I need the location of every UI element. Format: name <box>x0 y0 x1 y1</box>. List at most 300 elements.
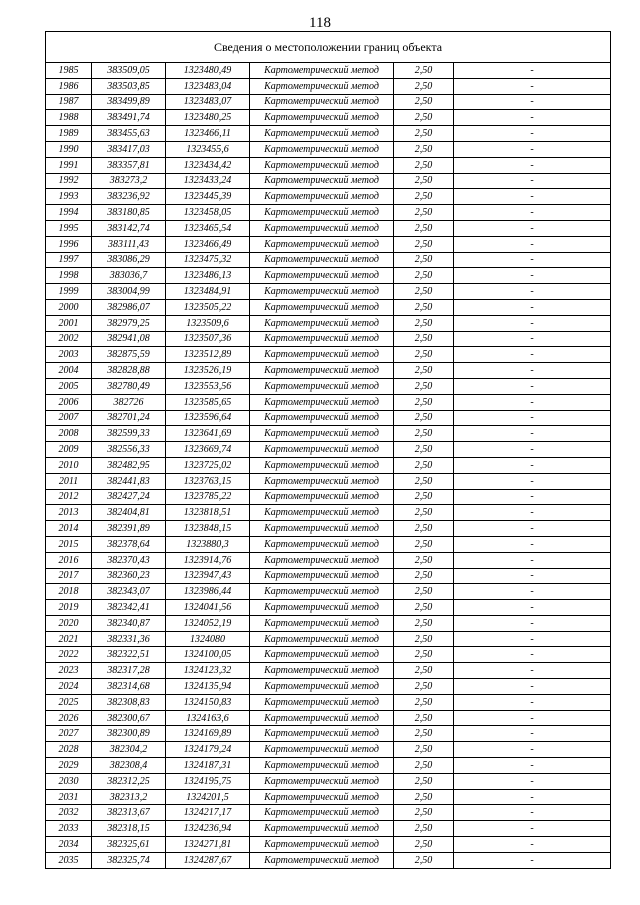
table-row <box>46 363 611 379</box>
description-cell: - <box>454 141 611 157</box>
method-cell: Картометрический метод <box>250 852 394 868</box>
x-coordinate-cell: 383004,99 <box>92 284 166 300</box>
description-cell: - <box>454 284 611 300</box>
accuracy-cell: 2,50 <box>394 457 454 473</box>
accuracy-cell: 2,50 <box>394 331 454 347</box>
accuracy-cell: 2,50 <box>394 378 454 394</box>
x-coordinate-cell: 382404,81 <box>92 505 166 521</box>
method-cell: Картометрический метод <box>250 426 394 442</box>
description-cell: - <box>454 789 611 805</box>
point-number-cell: 2030 <box>46 773 92 789</box>
description-cell: - <box>454 679 611 695</box>
method-cell: Картометрический метод <box>250 536 394 552</box>
table-title: Сведения о местоположении границ объекта <box>46 32 611 63</box>
x-coordinate-cell: 383417,03 <box>92 141 166 157</box>
description-cell: - <box>454 568 611 584</box>
method-cell: Картометрический метод <box>250 173 394 189</box>
method-cell: Картометрический метод <box>250 742 394 758</box>
accuracy-cell: 2,50 <box>394 521 454 537</box>
method-cell: Картометрический метод <box>250 821 394 837</box>
y-coordinate-cell: 1323480,25 <box>166 110 250 126</box>
y-coordinate-cell: 1323505,22 <box>166 299 250 315</box>
y-coordinate-cell: 1323507,36 <box>166 331 250 347</box>
x-coordinate-cell: 382360,23 <box>92 568 166 584</box>
description-cell: - <box>454 726 611 742</box>
point-number-cell: 2029 <box>46 758 92 774</box>
point-number-cell: 2016 <box>46 552 92 568</box>
method-cell: Картометрический метод <box>250 94 394 110</box>
accuracy-cell: 2,50 <box>394 837 454 853</box>
description-cell: - <box>454 505 611 521</box>
point-number-cell: 2021 <box>46 631 92 647</box>
method-cell: Картометрический метод <box>250 679 394 695</box>
point-number-cell: 2028 <box>46 742 92 758</box>
y-coordinate-cell: 1323848,15 <box>166 521 250 537</box>
point-number-cell: 2001 <box>46 315 92 331</box>
table-row <box>46 252 611 268</box>
y-coordinate-cell: 1323914,76 <box>166 552 250 568</box>
accuracy-cell: 2,50 <box>394 647 454 663</box>
description-cell: - <box>454 205 611 221</box>
point-number-cell: 1999 <box>46 284 92 300</box>
method-cell: Картометрический метод <box>250 220 394 236</box>
point-number-cell: 1987 <box>46 94 92 110</box>
method-cell: Картометрический метод <box>250 442 394 458</box>
x-coordinate-cell: 382986,07 <box>92 299 166 315</box>
accuracy-cell: 2,50 <box>394 94 454 110</box>
description-cell: - <box>454 852 611 868</box>
table-row <box>46 552 611 568</box>
point-number-cell: 2033 <box>46 821 92 837</box>
y-coordinate-cell: 1323641,69 <box>166 426 250 442</box>
description-cell: - <box>454 758 611 774</box>
y-coordinate-cell: 1323880,3 <box>166 536 250 552</box>
method-cell: Картометрический метод <box>250 315 394 331</box>
x-coordinate-cell: 382828,88 <box>92 363 166 379</box>
y-coordinate-cell: 1323986,44 <box>166 584 250 600</box>
table-row <box>46 173 611 189</box>
description-cell: - <box>454 78 611 94</box>
y-coordinate-cell: 1324271,81 <box>166 837 250 853</box>
y-coordinate-cell: 1323445,39 <box>166 189 250 205</box>
description-cell: - <box>454 742 611 758</box>
accuracy-cell: 2,50 <box>394 268 454 284</box>
table-row <box>46 489 611 505</box>
point-number-cell: 2011 <box>46 473 92 489</box>
y-coordinate-cell: 1323433,24 <box>166 173 250 189</box>
point-number-cell: 1989 <box>46 126 92 142</box>
table-row <box>46 473 611 489</box>
point-number-cell: 1993 <box>46 189 92 205</box>
method-cell: Картометрический метод <box>250 299 394 315</box>
x-coordinate-cell: 382308,4 <box>92 758 166 774</box>
x-coordinate-cell: 382427,24 <box>92 489 166 505</box>
description-cell: - <box>454 821 611 837</box>
point-number-cell: 1994 <box>46 205 92 221</box>
y-coordinate-cell: 1323553,56 <box>166 378 250 394</box>
description-cell: - <box>454 236 611 252</box>
point-number-cell: 2005 <box>46 378 92 394</box>
table-row <box>46 63 611 79</box>
y-coordinate-cell: 1323596,64 <box>166 410 250 426</box>
description-cell: - <box>454 299 611 315</box>
method-cell: Картометрический метод <box>250 410 394 426</box>
table-row <box>46 710 611 726</box>
table-row <box>46 584 611 600</box>
point-number-cell: 2009 <box>46 442 92 458</box>
y-coordinate-cell: 1323465,54 <box>166 220 250 236</box>
accuracy-cell: 2,50 <box>394 442 454 458</box>
y-coordinate-cell: 1324236,94 <box>166 821 250 837</box>
table-row <box>46 394 611 410</box>
y-coordinate-cell: 1323475,32 <box>166 252 250 268</box>
y-coordinate-cell: 1323585,65 <box>166 394 250 410</box>
accuracy-cell: 2,50 <box>394 505 454 521</box>
method-cell: Картометрический метод <box>250 773 394 789</box>
point-number-cell: 2034 <box>46 837 92 853</box>
accuracy-cell: 2,50 <box>394 394 454 410</box>
point-number-cell: 1997 <box>46 252 92 268</box>
table-row <box>46 315 611 331</box>
y-coordinate-cell: 1324123,32 <box>166 663 250 679</box>
method-cell: Картометрический метод <box>250 473 394 489</box>
x-coordinate-cell: 382308,83 <box>92 694 166 710</box>
table-row <box>46 789 611 805</box>
y-coordinate-cell: 1324163,6 <box>166 710 250 726</box>
y-coordinate-cell: 1323509,6 <box>166 315 250 331</box>
method-cell: Картометрический метод <box>250 347 394 363</box>
point-number-cell: 1991 <box>46 157 92 173</box>
x-coordinate-cell: 382325,74 <box>92 852 166 868</box>
table-row <box>46 568 611 584</box>
x-coordinate-cell: 382875,59 <box>92 347 166 363</box>
method-cell: Картометрический метод <box>250 489 394 505</box>
table-body <box>46 63 611 869</box>
method-cell: Картометрический метод <box>250 331 394 347</box>
accuracy-cell: 2,50 <box>394 694 454 710</box>
table-row <box>46 205 611 221</box>
x-coordinate-cell: 382312,25 <box>92 773 166 789</box>
y-coordinate-cell: 1323669,74 <box>166 442 250 458</box>
description-cell: - <box>454 426 611 442</box>
x-coordinate-cell: 382313,67 <box>92 805 166 821</box>
y-coordinate-cell: 1323434,42 <box>166 157 250 173</box>
point-number-cell: 2024 <box>46 679 92 695</box>
description-cell: - <box>454 536 611 552</box>
method-cell: Картометрический метод <box>250 189 394 205</box>
point-number-cell: 1998 <box>46 268 92 284</box>
accuracy-cell: 2,50 <box>394 189 454 205</box>
x-coordinate-cell: 382941,08 <box>92 331 166 347</box>
x-coordinate-cell: 382780,49 <box>92 378 166 394</box>
x-coordinate-cell: 382556,33 <box>92 442 166 458</box>
point-number-cell: 2012 <box>46 489 92 505</box>
description-cell: - <box>454 331 611 347</box>
table-row <box>46 331 611 347</box>
y-coordinate-cell: 1324201,5 <box>166 789 250 805</box>
point-number-cell: 1986 <box>46 78 92 94</box>
y-coordinate-cell: 1324179,24 <box>166 742 250 758</box>
point-number-cell: 2007 <box>46 410 92 426</box>
point-number-cell: 2000 <box>46 299 92 315</box>
x-coordinate-cell: 382304,2 <box>92 742 166 758</box>
table-row <box>46 679 611 695</box>
accuracy-cell: 2,50 <box>394 299 454 315</box>
point-number-cell: 2025 <box>46 694 92 710</box>
x-coordinate-cell: 383236,92 <box>92 189 166 205</box>
method-cell: Картометрический метод <box>250 252 394 268</box>
accuracy-cell: 2,50 <box>394 663 454 679</box>
method-cell: Картометрический метод <box>250 647 394 663</box>
accuracy-cell: 2,50 <box>394 173 454 189</box>
point-number-cell: 2019 <box>46 600 92 616</box>
table-row <box>46 189 611 205</box>
point-number-cell: 2032 <box>46 805 92 821</box>
y-coordinate-cell: 1324187,31 <box>166 758 250 774</box>
description-cell: - <box>454 394 611 410</box>
accuracy-cell: 2,50 <box>394 220 454 236</box>
point-number-cell: 1988 <box>46 110 92 126</box>
description-cell: - <box>454 805 611 821</box>
point-number-cell: 2027 <box>46 726 92 742</box>
y-coordinate-cell: 1323455,6 <box>166 141 250 157</box>
description-cell: - <box>454 63 611 79</box>
x-coordinate-cell: 383491,74 <box>92 110 166 126</box>
table-row <box>46 268 611 284</box>
table-row <box>46 378 611 394</box>
x-coordinate-cell: 383273,2 <box>92 173 166 189</box>
x-coordinate-cell: 382726 <box>92 394 166 410</box>
table-header-row <box>46 32 611 63</box>
accuracy-cell: 2,50 <box>394 126 454 142</box>
accuracy-cell: 2,50 <box>394 631 454 647</box>
description-cell: - <box>454 521 611 537</box>
accuracy-cell: 2,50 <box>394 710 454 726</box>
x-coordinate-cell: 383357,81 <box>92 157 166 173</box>
y-coordinate-cell: 1323785,22 <box>166 489 250 505</box>
method-cell: Картометрический метод <box>250 394 394 410</box>
description-cell: - <box>454 600 611 616</box>
accuracy-cell: 2,50 <box>394 205 454 221</box>
x-coordinate-cell: 382340,87 <box>92 615 166 631</box>
y-coordinate-cell: 1323725,02 <box>166 457 250 473</box>
method-cell: Картометрический метод <box>250 805 394 821</box>
table-row <box>46 694 611 710</box>
point-number-cell: 2035 <box>46 852 92 868</box>
point-number-cell: 2023 <box>46 663 92 679</box>
table-row <box>46 457 611 473</box>
table-row <box>46 615 611 631</box>
method-cell: Картометрический метод <box>250 78 394 94</box>
method-cell: Картометрический метод <box>250 837 394 853</box>
description-cell: - <box>454 189 611 205</box>
accuracy-cell: 2,50 <box>394 410 454 426</box>
accuracy-cell: 2,50 <box>394 236 454 252</box>
description-cell: - <box>454 410 611 426</box>
description-cell: - <box>454 315 611 331</box>
table-row <box>46 805 611 821</box>
method-cell: Картометрический метод <box>250 600 394 616</box>
method-cell: Картометрический метод <box>250 63 394 79</box>
x-coordinate-cell: 382322,51 <box>92 647 166 663</box>
method-cell: Картометрический метод <box>250 552 394 568</box>
x-coordinate-cell: 382370,43 <box>92 552 166 568</box>
description-cell: - <box>454 126 611 142</box>
description-cell: - <box>454 268 611 284</box>
accuracy-cell: 2,50 <box>394 536 454 552</box>
point-number-cell: 1996 <box>46 236 92 252</box>
description-cell: - <box>454 457 611 473</box>
x-coordinate-cell: 383503,85 <box>92 78 166 94</box>
accuracy-cell: 2,50 <box>394 78 454 94</box>
table-row <box>46 157 611 173</box>
description-cell: - <box>454 663 611 679</box>
y-coordinate-cell: 1323818,51 <box>166 505 250 521</box>
table-row <box>46 220 611 236</box>
method-cell: Картометрический метод <box>250 521 394 537</box>
method-cell: Картометрический метод <box>250 363 394 379</box>
method-cell: Картометрический метод <box>250 789 394 805</box>
method-cell: Картометрический метод <box>250 268 394 284</box>
description-cell: - <box>454 363 611 379</box>
accuracy-cell: 2,50 <box>394 568 454 584</box>
description-cell: - <box>454 837 611 853</box>
description-cell: - <box>454 489 611 505</box>
x-coordinate-cell: 382482,95 <box>92 457 166 473</box>
method-cell: Картометрический метод <box>250 205 394 221</box>
x-coordinate-cell: 382342,41 <box>92 600 166 616</box>
accuracy-cell: 2,50 <box>394 252 454 268</box>
y-coordinate-cell: 1324100,05 <box>166 647 250 663</box>
x-coordinate-cell: 382317,28 <box>92 663 166 679</box>
description-cell: - <box>454 442 611 458</box>
y-coordinate-cell: 1323512,89 <box>166 347 250 363</box>
accuracy-cell: 2,50 <box>394 615 454 631</box>
method-cell: Картометрический метод <box>250 694 394 710</box>
description-cell: - <box>454 378 611 394</box>
point-number-cell: 2010 <box>46 457 92 473</box>
description-cell: - <box>454 615 611 631</box>
point-number-cell: 2003 <box>46 347 92 363</box>
x-coordinate-cell: 382391,89 <box>92 521 166 537</box>
method-cell: Картометрический метод <box>250 758 394 774</box>
accuracy-cell: 2,50 <box>394 773 454 789</box>
y-coordinate-cell: 1323480,49 <box>166 63 250 79</box>
x-coordinate-cell: 382318,15 <box>92 821 166 837</box>
description-cell: - <box>454 473 611 489</box>
description-cell: - <box>454 647 611 663</box>
point-number-cell: 2018 <box>46 584 92 600</box>
y-coordinate-cell: 1323947,43 <box>166 568 250 584</box>
x-coordinate-cell: 382599,33 <box>92 426 166 442</box>
point-number-cell: 2013 <box>46 505 92 521</box>
table-row <box>46 773 611 789</box>
description-cell: - <box>454 552 611 568</box>
x-coordinate-cell: 382300,89 <box>92 726 166 742</box>
method-cell: Картометрический метод <box>250 378 394 394</box>
table-row <box>46 236 611 252</box>
description-cell: - <box>454 173 611 189</box>
x-coordinate-cell: 383499,89 <box>92 94 166 110</box>
x-coordinate-cell: 382378,64 <box>92 536 166 552</box>
y-coordinate-cell: 1323483,04 <box>166 78 250 94</box>
description-cell: - <box>454 220 611 236</box>
y-coordinate-cell: 1323484,91 <box>166 284 250 300</box>
x-coordinate-cell: 382314,68 <box>92 679 166 695</box>
table-row <box>46 521 611 537</box>
accuracy-cell: 2,50 <box>394 63 454 79</box>
accuracy-cell: 2,50 <box>394 489 454 505</box>
x-coordinate-cell: 382325,61 <box>92 837 166 853</box>
table-row <box>46 410 611 426</box>
method-cell: Картометрический метод <box>250 457 394 473</box>
table-row <box>46 600 611 616</box>
accuracy-cell: 2,50 <box>394 347 454 363</box>
x-coordinate-cell: 383036,7 <box>92 268 166 284</box>
accuracy-cell: 2,50 <box>394 473 454 489</box>
description-cell: - <box>454 347 611 363</box>
y-coordinate-cell: 1323526,19 <box>166 363 250 379</box>
accuracy-cell: 2,50 <box>394 726 454 742</box>
table-row <box>46 821 611 837</box>
y-coordinate-cell: 1324287,67 <box>166 852 250 868</box>
table-row <box>46 758 611 774</box>
point-number-cell: 1990 <box>46 141 92 157</box>
x-coordinate-cell: 382701,24 <box>92 410 166 426</box>
x-coordinate-cell: 382331,36 <box>92 631 166 647</box>
method-cell: Картометрический метод <box>250 584 394 600</box>
method-cell: Картометрический метод <box>250 710 394 726</box>
accuracy-cell: 2,50 <box>394 284 454 300</box>
boundary-table <box>45 31 611 869</box>
method-cell: Картометрический метод <box>250 568 394 584</box>
x-coordinate-cell: 383455,63 <box>92 126 166 142</box>
point-number-cell: 1995 <box>46 220 92 236</box>
y-coordinate-cell: 1323458,05 <box>166 205 250 221</box>
table-row <box>46 852 611 868</box>
accuracy-cell: 2,50 <box>394 821 454 837</box>
point-number-cell: 2006 <box>46 394 92 410</box>
accuracy-cell: 2,50 <box>394 157 454 173</box>
table-row <box>46 647 611 663</box>
accuracy-cell: 2,50 <box>394 141 454 157</box>
point-number-cell: 1992 <box>46 173 92 189</box>
x-coordinate-cell: 382441,83 <box>92 473 166 489</box>
point-number-cell: 1985 <box>46 63 92 79</box>
method-cell: Картометрический метод <box>250 236 394 252</box>
method-cell: Картометрический метод <box>250 505 394 521</box>
method-cell: Картометрический метод <box>250 726 394 742</box>
point-number-cell: 2020 <box>46 615 92 631</box>
table-row <box>46 663 611 679</box>
table-row <box>46 284 611 300</box>
point-number-cell: 2015 <box>46 536 92 552</box>
y-coordinate-cell: 1324080 <box>166 631 250 647</box>
description-cell: - <box>454 110 611 126</box>
method-cell: Картометрический метод <box>250 284 394 300</box>
accuracy-cell: 2,50 <box>394 426 454 442</box>
table-row <box>46 299 611 315</box>
accuracy-cell: 2,50 <box>394 110 454 126</box>
accuracy-cell: 2,50 <box>394 679 454 695</box>
method-cell: Картометрический метод <box>250 631 394 647</box>
description-cell: - <box>454 710 611 726</box>
description-cell: - <box>454 252 611 268</box>
table-row <box>46 94 611 110</box>
x-coordinate-cell: 382313,2 <box>92 789 166 805</box>
table-row <box>46 78 611 94</box>
x-coordinate-cell: 382979,25 <box>92 315 166 331</box>
